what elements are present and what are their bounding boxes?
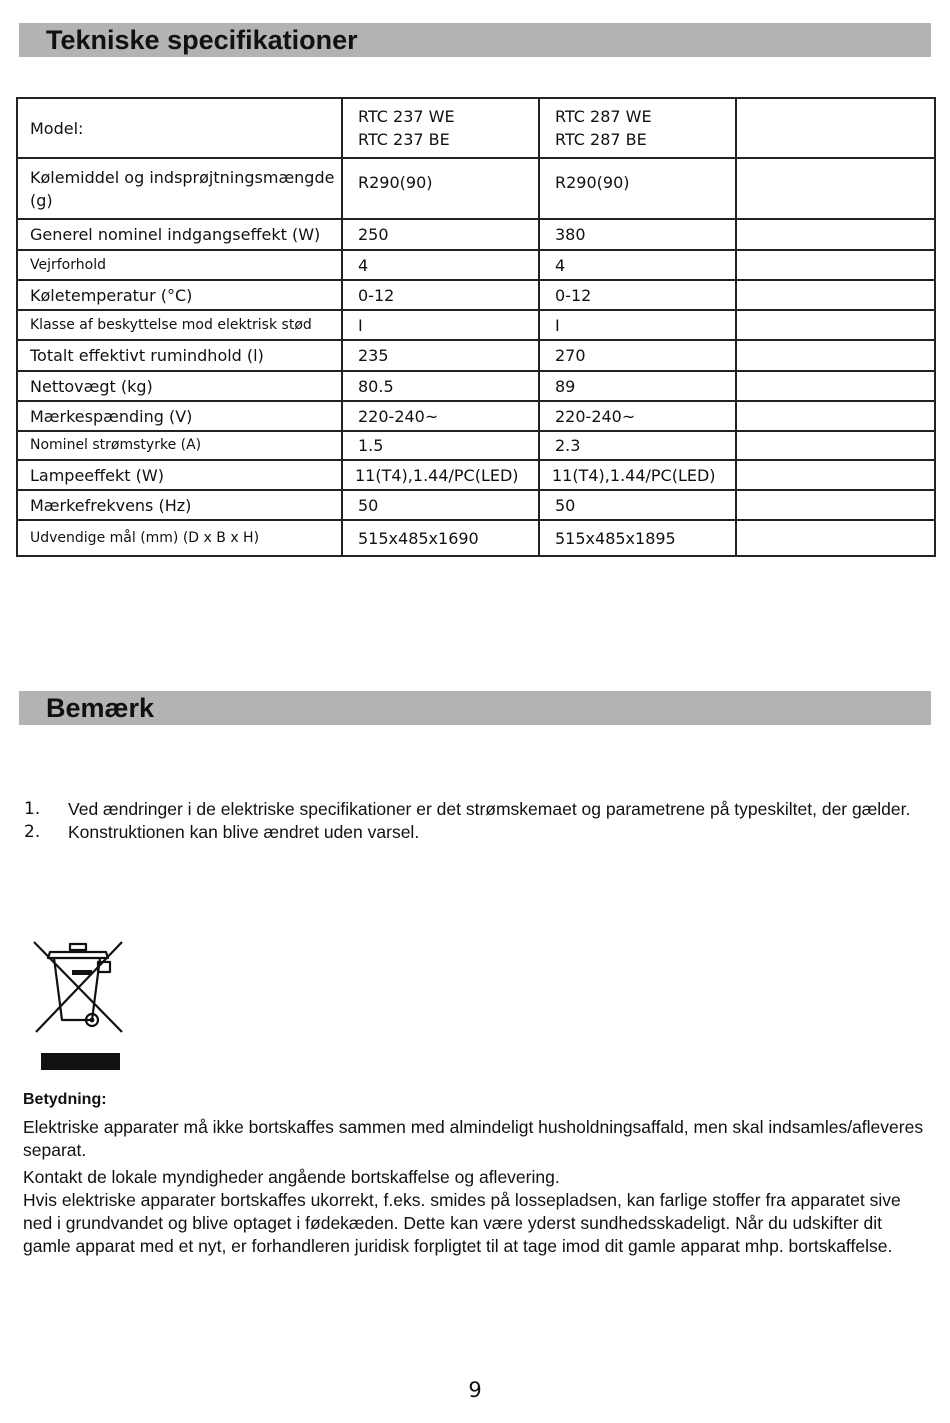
list-text: Ved ændringer i de elektriske specifikationer er det strømskemaet og parametrene på typeskiltet, der gælder. (68, 799, 911, 819)
table-row-model (17, 98, 935, 158)
model-1 (342, 98, 539, 158)
meaning-paragraph: Hvis elektriske apparater bortskaffes ukorrekt, f.eks. smides på lossepladsen, kan farlige stoffer fra apparatet sive ned i grundvandet og blive optaget i fødekæden. Dette kan være yderst sundhedsskadeligt. Når du udskifter dit gamle apparat med et nyt, er forhandleren juridisk forpligtet til at tage imod dit gamle apparat mhp. bortskaffelse. (23, 1190, 901, 1256)
row-value-1: 50 (342, 490, 539, 520)
empty-cell (736, 250, 935, 280)
row-label: Klasse af beskyttelse mod elektrisk stød (17, 310, 342, 340)
row-label: Generel nominel indgangseffekt (W) (17, 219, 342, 250)
crossed-out-wheelie-bin-icon (30, 938, 126, 1038)
table-row (17, 158, 935, 219)
row-value-2: 2.3 (539, 431, 736, 460)
table-row (17, 340, 935, 371)
notes-list (22, 798, 927, 844)
list-item (22, 798, 927, 821)
table-row (17, 280, 935, 310)
empty-cell (736, 310, 935, 340)
model-2-line1: RTC 287 WE (555, 107, 652, 126)
row-value-1: 235 (342, 340, 539, 371)
specs-heading: Tekniske specifikationer (46, 25, 358, 55)
row-value-2: R290(90) (539, 158, 736, 219)
row-value-2: 4 (539, 250, 736, 280)
table-row (17, 490, 935, 520)
table-row (17, 431, 935, 460)
model-1-line1: RTC 237 WE (358, 107, 455, 126)
row-value-2: 0-12 (539, 280, 736, 310)
empty-cell (736, 371, 935, 401)
table-row (17, 520, 935, 556)
row-value-2: 515x485x1895 (539, 520, 736, 556)
row-value-2: 11(T4),1.44/PC(LED) (539, 460, 736, 490)
row-value-1: 80.5 (342, 371, 539, 401)
empty-cell (736, 460, 935, 490)
specs-table (16, 97, 936, 557)
row-value-2: 270 (539, 340, 736, 371)
row-value-1: 250 (342, 219, 539, 250)
row-value-1: 0-12 (342, 280, 539, 310)
row-value-1: 4 (342, 250, 539, 280)
empty-cell (736, 219, 935, 250)
row-label: Vejrforhold (17, 250, 342, 280)
row-label: Mærkespænding (V) (17, 401, 342, 431)
model-2-line2: RTC 287 BE (555, 130, 647, 149)
empty-cell (736, 431, 935, 460)
row-value-1: 1.5 (342, 431, 539, 460)
table-row (17, 401, 935, 431)
table-row (17, 250, 935, 280)
list-text: Konstruktionen kan blive ændret uden varsel. (68, 822, 420, 842)
empty-cell (736, 490, 935, 520)
empty-cell (736, 520, 935, 556)
row-value-1: 220-240~ (342, 401, 539, 431)
meaning-paragraph: Kontakt de lokale myndigheder angående bortskaffelse og aflevering. (23, 1167, 560, 1187)
empty-cell (736, 340, 935, 371)
row-value-1: 11(T4),1.44/PC(LED) (342, 460, 539, 490)
row-value-2: 220-240~ (539, 401, 736, 431)
row-value-2: 89 (539, 371, 736, 401)
row-label: Nettovægt (kg) (17, 371, 342, 401)
meaning-title: Betydning: (23, 1091, 107, 1108)
table-row (17, 371, 935, 401)
row-label: Udvendige mål (mm) (D x B x H) (17, 520, 342, 556)
model-2 (539, 98, 736, 158)
table-row (17, 310, 935, 340)
list-number: 2. (24, 822, 41, 842)
page-number: 9 (468, 1378, 482, 1402)
empty-cell (736, 158, 935, 219)
table-row (17, 460, 935, 490)
model-label: Model: (17, 98, 342, 158)
row-value-1: R290(90) (342, 158, 539, 219)
list-number: 1. (24, 799, 41, 819)
section-header-specs (19, 23, 931, 57)
row-value-2: 50 (539, 490, 736, 520)
empty-cell (736, 401, 935, 431)
row-label: Lampeeffekt (W) (17, 460, 342, 490)
weee-bar (41, 1053, 120, 1070)
model-1-line2: RTC 237 BE (358, 130, 450, 149)
row-value-2: 380 (539, 219, 736, 250)
empty-cell (736, 98, 935, 158)
empty-cell (736, 280, 935, 310)
table-row (17, 219, 935, 250)
row-value-1: 515x485x1690 (342, 520, 539, 556)
meaning-paragraph: Elektriske apparater må ikke bortskaffes sammen med almindeligt husholdningsaffald, men skal indsamles/afleveres separat. (23, 1117, 924, 1160)
row-value-1: I (342, 310, 539, 340)
row-label: Mærkefrekvens (Hz) (17, 490, 342, 520)
meaning-section (23, 1088, 928, 1258)
list-item (22, 821, 927, 844)
row-value-2: I (539, 310, 736, 340)
row-label: Totalt effektivt rumindhold (l) (17, 340, 342, 371)
section-header-note (19, 691, 931, 725)
note-heading: Bemærk (46, 693, 155, 723)
row-label: Køletemperatur (°C) (17, 280, 342, 310)
row-label: Nominel strømstyrke (A) (17, 431, 342, 460)
row-label: Kølemiddel og indsprøjtningsmængde (g) (17, 158, 342, 219)
